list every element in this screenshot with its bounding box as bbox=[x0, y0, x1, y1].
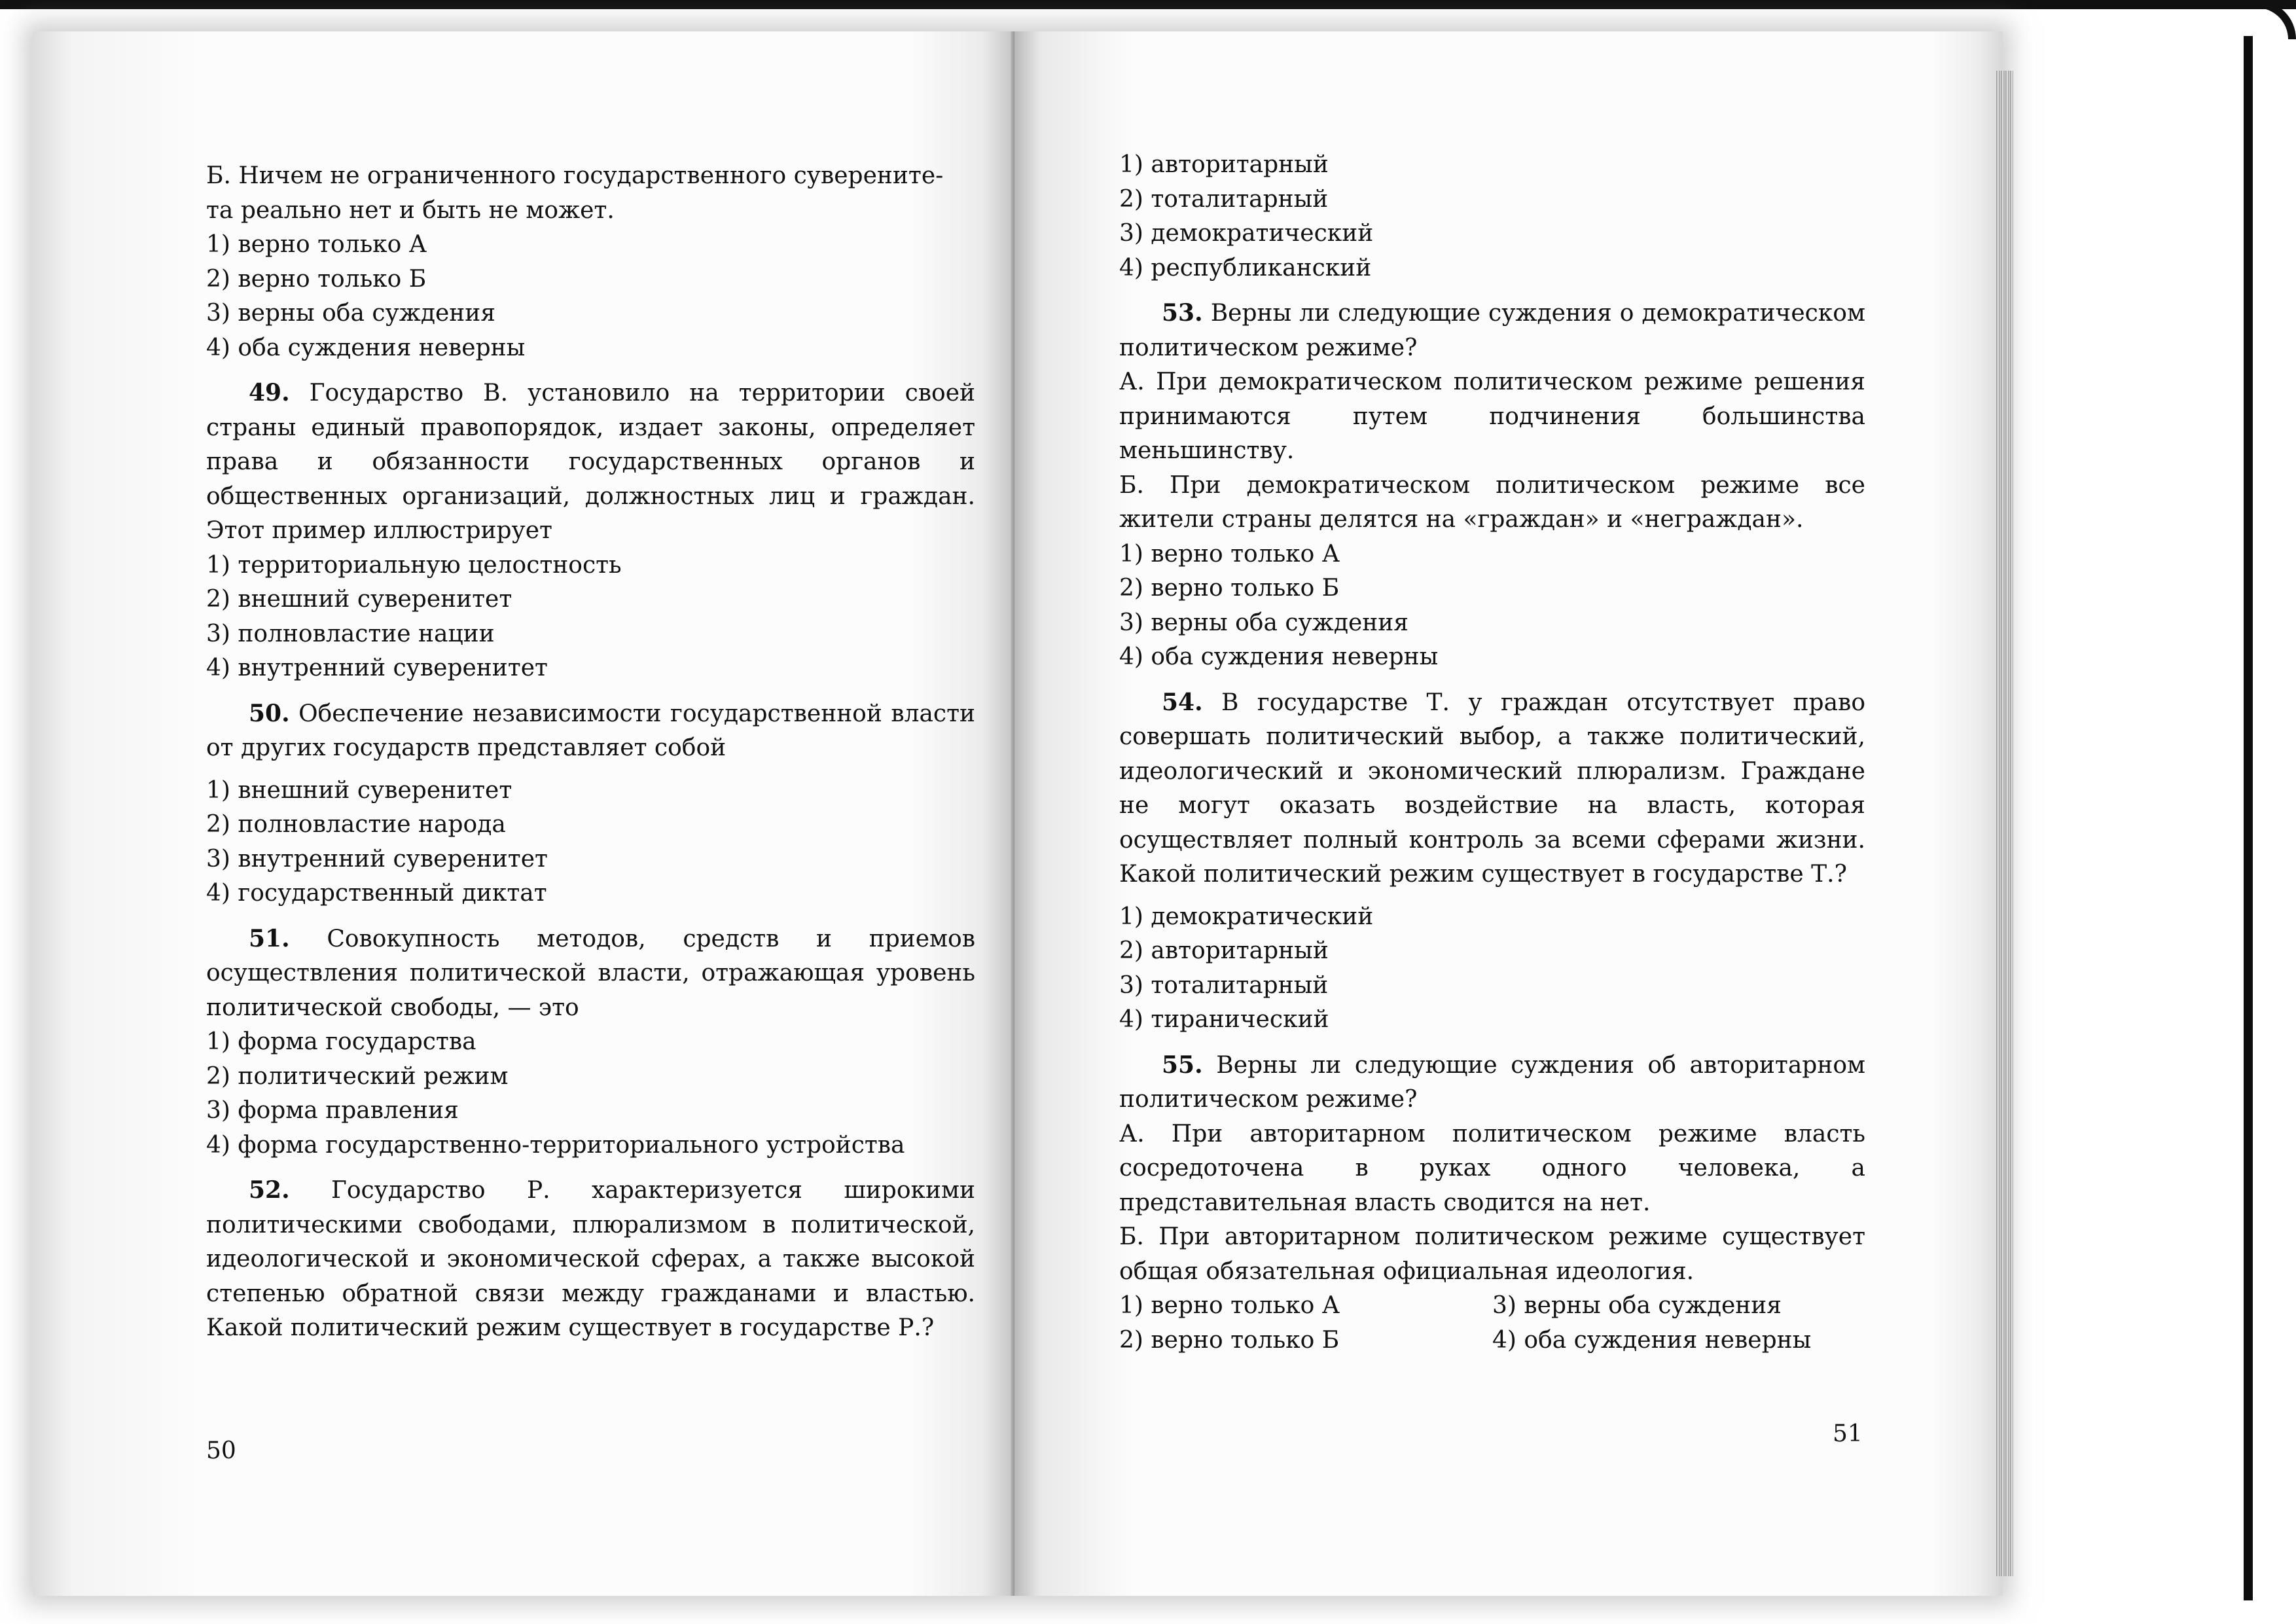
right-page bbox=[1014, 31, 2003, 1596]
answer-option: 2) верно только Б bbox=[1119, 1326, 1340, 1354]
question-number: 53. bbox=[1162, 299, 1203, 327]
answer-option: 4) внутренний суверенитет bbox=[206, 655, 548, 681]
answer-option: 2) тоталитарный bbox=[1119, 185, 1329, 213]
answer-option: 3) тоталитарный bbox=[1119, 971, 1329, 999]
text-line: Б. Ничем не ограниченного государственного суверените- bbox=[206, 162, 944, 189]
book-spread bbox=[33, 31, 2003, 1596]
question-text: Государство В. установило на территории своей страны единый правопорядок, издает законы, определяет права и обязанности государственных органов и общественных организаций, должностных лиц и граждан. Этот пример иллюстрирует bbox=[206, 380, 975, 544]
answer-option: 3) верны оба суждения bbox=[206, 300, 495, 327]
question-number: 51. bbox=[249, 924, 290, 952]
page-stack-edges bbox=[1996, 71, 2013, 1576]
answer-option: 2) авторитарный bbox=[1119, 937, 1329, 964]
question-51 bbox=[206, 922, 975, 1026]
answer-option: 3) внутренний суверенитет bbox=[206, 845, 548, 873]
answer-option: 2) верно только Б bbox=[1119, 575, 1340, 602]
answer-option: 1) верно только А bbox=[206, 231, 427, 258]
scan-top-border bbox=[0, 0, 2296, 9]
scan-right-border bbox=[2244, 36, 2253, 1600]
answer-option: 1) верно только А bbox=[1119, 540, 1340, 568]
answer-option: 4) оба суждения неверны bbox=[206, 334, 526, 361]
question-text: Государство Р. характеризуется широкими политическими свободами, плюрализмом в политической, идеологической и экономической сферах, а также высокой степенью обратной связи между гражданами и властью. Какой политический режим существует в государстве Р.? bbox=[206, 1177, 975, 1341]
answer-option: 2) верно только Б bbox=[206, 265, 427, 293]
answer-option: 1) территориальную целостность bbox=[206, 551, 622, 579]
statement-a: А. При авторитарном политическом режиме власть сосредоточена в руках одного человека, а представительная власть сводится на нет. bbox=[1119, 1120, 1865, 1216]
question-text: В государстве Т. у граждан отсутствует право совершать политический выбор, а также политический, идеологический и экономический плюрализм. Граждане не могут оказать воздействие на власть, которая осуществляет полный контроль за всеми сферами жизни. Какой политический режим существует в государстве Т.? bbox=[1119, 689, 1865, 888]
answer-option: 4) государственный диктат bbox=[206, 880, 547, 907]
question-text: Верны ли следующие суждения о демократическом политическом режиме? bbox=[1119, 300, 1865, 361]
statement-b: Б. При демократическом политическом режиме все жители страны делятся на «граждан» и «неграждан». bbox=[1119, 471, 1865, 533]
question-number: 54. bbox=[1162, 688, 1203, 716]
question-55 bbox=[1119, 1048, 1865, 1117]
answer-option: 2) полновластие народа bbox=[206, 811, 506, 838]
answer-option: 3) демократический bbox=[1119, 220, 1374, 247]
answer-option: 1) внешний суверенитет bbox=[206, 776, 512, 804]
question-number: 49. bbox=[249, 379, 290, 406]
answer-option: 4) оба суждения неверны bbox=[1492, 1326, 1812, 1354]
question-52 bbox=[206, 1173, 975, 1346]
page-number: 50 bbox=[206, 1437, 236, 1464]
question-53 bbox=[1119, 296, 1865, 365]
statement-a: А. При демократическом политическом режиме решения принимаются путем подчинения большинства меньшинству. bbox=[1119, 369, 1865, 464]
page-number: 51 bbox=[1833, 1420, 1863, 1447]
answer-option: 1) демократический bbox=[1119, 903, 1374, 930]
question-50 bbox=[206, 696, 975, 766]
question-number: 55. bbox=[1162, 1051, 1203, 1079]
question-49 bbox=[206, 376, 975, 549]
left-page bbox=[33, 31, 1014, 1596]
answer-option: 4) оба суждения неверны bbox=[1119, 643, 1439, 670]
question-text: Обеспечение независимости государственной власти от других государств представляет собой bbox=[206, 700, 975, 761]
answer-options-grid bbox=[1119, 1289, 1865, 1358]
answer-option: 3) полновластие нации bbox=[206, 620, 495, 647]
statement-b: Б. При авторитарном политическом режиме существует общая обязательная официальная идеология. bbox=[1119, 1223, 1865, 1285]
question-number: 52. bbox=[249, 1176, 290, 1204]
answer-option: 3) верны оба суждения bbox=[1492, 1292, 1782, 1319]
answer-option: 2) внешний суверенитет bbox=[206, 586, 512, 613]
answer-option: 1) форма государства bbox=[206, 1028, 476, 1055]
answer-option: 4) тиранический bbox=[1119, 1006, 1329, 1033]
answer-option: 3) форма правления bbox=[206, 1097, 459, 1124]
question-text: Верны ли следующие суждения об авторитарном политическом режиме? bbox=[1119, 1051, 1865, 1113]
answer-option: 1) верно только А bbox=[1119, 1292, 1340, 1319]
answer-option: 4) форма государственно-территориального устройства bbox=[206, 1131, 905, 1159]
answer-option: 1) авторитарный bbox=[1119, 151, 1329, 178]
question-54 bbox=[1119, 685, 1865, 892]
question-text: Совокупность методов, средств и приемов осуществления политической власти, отражающая уровень политической свободы, — это bbox=[206, 925, 975, 1021]
left-page-content bbox=[206, 159, 975, 1346]
text-line: та реально нет и быть не может. bbox=[206, 196, 615, 224]
question-number: 50. bbox=[249, 699, 290, 727]
right-page-content bbox=[1119, 148, 1865, 1358]
answer-option: 3) верны оба суждения bbox=[1119, 609, 1408, 636]
answer-option: 2) политический режим bbox=[206, 1062, 509, 1090]
answer-option: 4) республиканский bbox=[1119, 254, 1372, 281]
